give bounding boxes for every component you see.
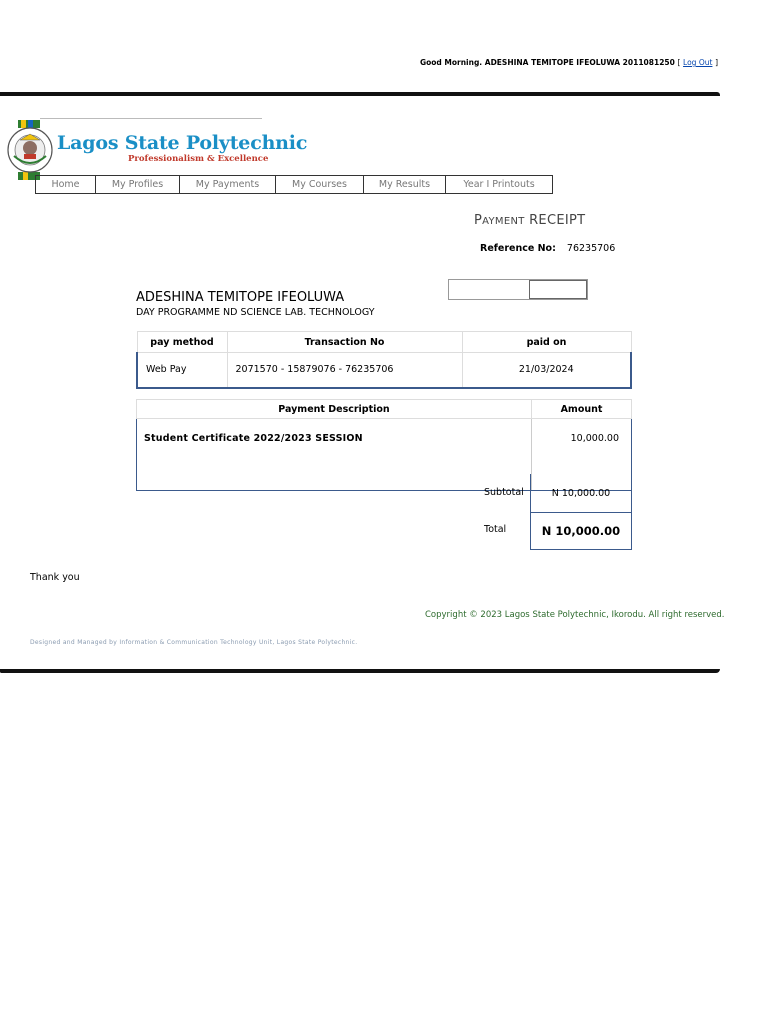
cell-pay-method: Web Pay <box>137 353 227 388</box>
frame-top-border <box>0 92 720 96</box>
reference-number <box>480 243 615 254</box>
thank-you-text: Thank you <box>30 572 80 583</box>
student-programme: DAY PROGRAMME ND SCIENCE LAB. TECHNOLOGY <box>136 307 375 318</box>
nav-year-i-printouts[interactable]: Year I Printouts <box>463 179 535 190</box>
greeting-text: Good Morning. ADESHINA TEMITOPE IFEOLUWA 2011081250 <box>419 58 675 67</box>
receipt-title-word2: RECEIPT <box>529 213 586 228</box>
payment-table <box>136 331 632 389</box>
copyright-text: Copyright © 2023 Lagos State Polytechnic, Ikorodu. All right reserved. <box>425 610 725 620</box>
brand-name: Lagos State Polytechnic <box>57 132 308 154</box>
nav-my-payments[interactable]: My Payments <box>180 176 276 193</box>
receipt-title-cap: P <box>474 213 483 228</box>
reference-value: 76235706 <box>566 243 616 254</box>
nav-my-profiles[interactable]: My Profiles <box>96 176 180 193</box>
frame-bottom-border <box>0 669 720 673</box>
designed-by-text: Designed and Managed by Information & Communication Technology Unit, Lagos State Polytechnic. <box>30 639 358 646</box>
receipt-title-small: AYMENT <box>482 216 525 227</box>
header-paid-on: paid on <box>462 332 631 353</box>
receipt-title <box>474 213 585 228</box>
close-bracket: ] <box>715 58 718 67</box>
brand-tagline: Professionalism & Excellence <box>128 154 269 164</box>
total-value: N 10,000.00 <box>530 512 632 550</box>
polytechnic-seal-logo <box>6 120 64 180</box>
logout-link[interactable]: Log Out <box>683 58 713 67</box>
cell-description: Student Certificate 2022/2023 SESSION <box>137 419 532 491</box>
student-name: ADESHINA TEMITOPE IFEOLUWA <box>136 290 345 305</box>
barcode-inner-box <box>529 280 587 299</box>
cell-amount: 10,000.00 <box>532 419 632 491</box>
table-row <box>137 353 631 388</box>
nav-my-courses[interactable]: My Courses <box>276 176 364 193</box>
header-payment-description: Payment Description <box>137 400 532 419</box>
header-amount: Amount <box>532 400 632 419</box>
header-pay-method: pay method <box>137 332 227 353</box>
main-nav <box>35 175 553 194</box>
open-bracket: [ <box>677 58 681 67</box>
subtotal-label: Subtotal <box>484 487 524 498</box>
reference-label: Reference No: <box>480 243 556 254</box>
nav-my-results[interactable]: My Results <box>364 176 446 193</box>
total-label: Total <box>484 524 507 535</box>
header-transaction-no: Transaction No <box>227 332 462 353</box>
greeting-bar <box>420 58 718 67</box>
cell-transaction-no: 2071570 - 15879076 - 76235706 <box>227 353 462 388</box>
subtotal-value: N 10,000.00 <box>530 474 632 512</box>
nav-home[interactable]: Home <box>36 176 96 193</box>
logo-divider <box>40 118 262 119</box>
cell-paid-on: 21/03/2024 <box>462 353 631 388</box>
